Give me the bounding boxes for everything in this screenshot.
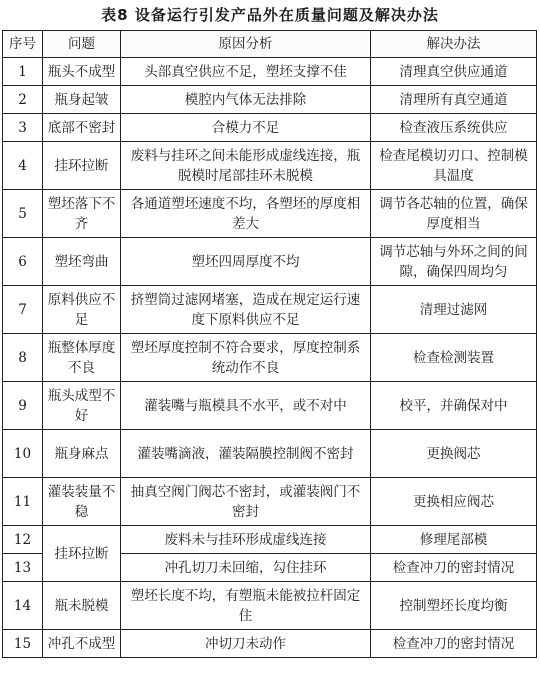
table-row xyxy=(3,582,537,630)
reason-cell: 头部真空供应不足，塑坯支撑不佳 xyxy=(121,58,371,86)
quality-problem-table xyxy=(2,30,537,658)
reason-cell: 塑坯长度不均，有塑瓶未能被拉杆固定住 xyxy=(121,582,371,630)
solution-cell: 检查尾模切刃口、控制模具温度 xyxy=(371,142,537,190)
problem-cell: 冲孔不成型 xyxy=(43,630,121,658)
row-number: 6 xyxy=(3,238,43,286)
solution-cell: 更换相应阀芯 xyxy=(371,478,537,526)
reason-cell: 各通道塑坯速度不均，各塑坯的厚度相差大 xyxy=(121,190,371,238)
row-number: 14 xyxy=(3,582,43,630)
table-row xyxy=(3,430,537,478)
row-number: 10 xyxy=(3,430,43,478)
problem-cell: 瓶整体厚度不良 xyxy=(43,334,121,382)
table-row xyxy=(3,382,537,430)
row-number: 11 xyxy=(3,478,43,526)
problem-cell: 原料供应不足 xyxy=(43,286,121,334)
header-row xyxy=(3,31,537,58)
row-number: 7 xyxy=(3,286,43,334)
reason-cell: 塑坯四周厚度不均 xyxy=(121,238,371,286)
row-number: 12 xyxy=(3,526,43,554)
problem-cell: 挂环拉断 xyxy=(43,526,121,582)
reason-cell: 冲孔切刀未回缩，勾住挂环 xyxy=(121,554,371,582)
reason-cell: 灌装嘴滴液，灌装隔膜控制阀不密封 xyxy=(121,430,371,478)
reason-cell: 废料与挂环之间未能形成虚线连接，瓶脱模时尾部挂环未脱模 xyxy=(121,142,371,190)
row-number: 13 xyxy=(3,554,43,582)
reason-cell: 冲切刀未动作 xyxy=(121,630,371,658)
row-number: 5 xyxy=(3,190,43,238)
table-row xyxy=(3,630,537,658)
problem-cell: 挂环拉断 xyxy=(43,142,121,190)
table-row xyxy=(3,238,537,286)
solution-cell: 更换阀芯 xyxy=(371,430,537,478)
problem-cell: 瓶身起皱 xyxy=(43,86,121,114)
problem-cell: 瓶未脱模 xyxy=(43,582,121,630)
reason-cell: 灌装嘴与瓶模具不水平，或不对中 xyxy=(121,382,371,430)
table-row xyxy=(3,58,537,86)
row-number: 2 xyxy=(3,86,43,114)
header-reason: 原因分析 xyxy=(121,31,371,58)
table-row xyxy=(3,86,537,114)
table-row xyxy=(3,478,537,526)
header-problem: 问题 xyxy=(43,31,121,58)
table-row xyxy=(3,190,537,238)
row-number: 15 xyxy=(3,630,43,658)
solution-cell: 检查液压系统供应 xyxy=(371,114,537,142)
solution-cell: 清理过滤网 xyxy=(371,286,537,334)
table-row xyxy=(3,334,537,382)
solution-cell: 清理所有真空通道 xyxy=(371,86,537,114)
problem-cell: 灌装装量不稳 xyxy=(43,478,121,526)
table-row xyxy=(3,286,537,334)
header-no: 序号 xyxy=(3,31,43,58)
row-number: 4 xyxy=(3,142,43,190)
solution-cell: 控制塑坯长度均衡 xyxy=(371,582,537,630)
solution-cell: 清理真空供应通道 xyxy=(371,58,537,86)
reason-cell: 废料未与挂环形成虚线连接 xyxy=(121,526,371,554)
problem-cell: 瓶头成型不好 xyxy=(43,382,121,430)
solution-cell: 检查检测装置 xyxy=(371,334,537,382)
problem-cell: 底部不密封 xyxy=(43,114,121,142)
problem-cell: 瓶身麻点 xyxy=(43,430,121,478)
reason-cell: 抽真空阀门阀芯不密封，或灌装阀门不密封 xyxy=(121,478,371,526)
solution-cell: 调节各芯轴的位置，确保厚度相当 xyxy=(371,190,537,238)
solution-cell: 检查冲刀的密封情况 xyxy=(371,630,537,658)
reason-cell: 模腔内气体无法排除 xyxy=(121,86,371,114)
solution-cell: 修理尾部模 xyxy=(371,526,537,554)
table-row xyxy=(3,142,537,190)
row-number: 1 xyxy=(3,58,43,86)
reason-cell: 塑坯厚度控制不符合要求，厚度控制系统动作不良 xyxy=(121,334,371,382)
solution-cell: 检查冲刀的密封情况 xyxy=(371,554,537,582)
solution-cell: 校平，并确保对中 xyxy=(371,382,537,430)
table-row xyxy=(3,114,537,142)
solution-cell: 调节芯轴与外环之间的间隙，确保四周均匀 xyxy=(371,238,537,286)
row-number: 8 xyxy=(3,334,43,382)
row-number: 3 xyxy=(3,114,43,142)
header-solution: 解决办法 xyxy=(371,31,537,58)
table-title: 表8 设备运行引发产品外在质量问题及解决办法 xyxy=(101,6,439,24)
problem-cell: 塑坯落下不齐 xyxy=(43,190,121,238)
row-number: 9 xyxy=(3,382,43,430)
table-row xyxy=(3,526,537,554)
reason-cell: 挤塑筒过滤网堵塞，造成在规定运行速度下原料供应不足 xyxy=(121,286,371,334)
problem-cell: 塑坯弯曲 xyxy=(43,238,121,286)
problem-cell: 瓶头不成型 xyxy=(43,58,121,86)
reason-cell: 合模力不足 xyxy=(121,114,371,142)
